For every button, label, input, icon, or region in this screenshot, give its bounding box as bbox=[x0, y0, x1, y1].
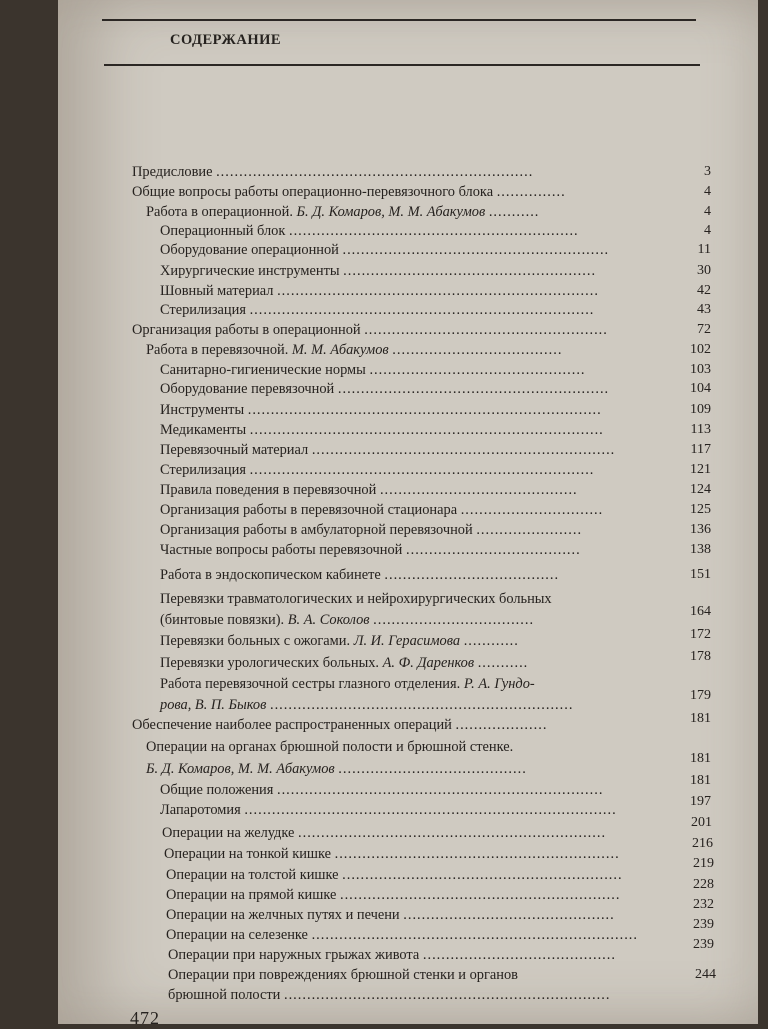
toc-leader: ....................... bbox=[476, 522, 583, 538]
toc-entry-title: Операции при наружных грыжах живота bbox=[168, 947, 420, 963]
toc-entry-title: Шовный материал bbox=[160, 283, 274, 299]
toc-page-number: 239 bbox=[693, 937, 714, 952]
toc-page-number: 181 bbox=[690, 751, 711, 766]
toc-entry bbox=[160, 401, 602, 419]
toc-entry-title: Операции на прямой кишке bbox=[166, 887, 337, 903]
toc-leader: ........................................................... bbox=[337, 381, 610, 397]
toc-entry-title: Общие положения bbox=[160, 782, 274, 798]
toc-entry-title: Перевязки больных с ожогами. bbox=[160, 633, 351, 649]
toc-entry-continuation bbox=[160, 696, 573, 714]
toc-leader: ........... bbox=[477, 655, 529, 671]
toc-entry bbox=[168, 946, 616, 964]
toc-entry bbox=[132, 183, 566, 201]
toc-entry-title: Операции на органах брюшной полости и брюшной стенке. bbox=[146, 739, 514, 755]
toc-entry-author: А. Ф. Даренков bbox=[382, 655, 475, 671]
toc-entry bbox=[166, 906, 615, 924]
toc-entry-title: Перевязочный материал bbox=[160, 442, 309, 458]
toc-leader: ........... bbox=[488, 204, 540, 220]
toc-entry bbox=[166, 886, 620, 904]
toc-page-number: 4 bbox=[704, 223, 711, 238]
toc-page-number: 4 bbox=[704, 184, 711, 199]
toc-entry bbox=[168, 966, 518, 984]
toc-entry-title: Операции на желчных путях и печени bbox=[166, 907, 400, 923]
toc-leader: ....................................................... bbox=[343, 263, 597, 279]
toc-leader: .......................................... bbox=[422, 947, 616, 963]
toc-page-number: 172 bbox=[690, 627, 711, 642]
toc-entry bbox=[160, 441, 615, 459]
toc-entry-title: Операции на тонкой кишке bbox=[164, 846, 331, 862]
toc-entry-title: Операции на толстой кишке bbox=[166, 867, 339, 883]
toc-entry bbox=[160, 380, 609, 398]
toc-leader: ..................................................... bbox=[364, 322, 608, 338]
toc-page-number: 103 bbox=[690, 362, 711, 377]
toc-leader: ..................................... bbox=[392, 342, 563, 358]
toc-entry bbox=[160, 222, 579, 240]
toc-entry-title: Перевязки урологических больных. bbox=[160, 655, 380, 671]
toc-leader: ............... bbox=[496, 184, 566, 200]
toc-leader: ....................................................................... bbox=[311, 927, 638, 943]
toc-page-number: 136 bbox=[690, 522, 711, 537]
toc-leader: ....................................................................... bbox=[276, 782, 604, 798]
toc-entry-title: Организация работы в амбулаторной перевязочной bbox=[160, 522, 473, 538]
toc-page-number: 109 bbox=[690, 402, 711, 417]
toc-entry bbox=[164, 845, 620, 863]
toc-page-number: 102 bbox=[690, 342, 711, 357]
toc-leader: .................... bbox=[455, 717, 548, 733]
toc-entry-title: Операции на селезенке bbox=[166, 927, 308, 943]
toc-entry-title: Хирургические инструменты bbox=[160, 263, 340, 279]
toc-entry-title: Оборудование перевязочной bbox=[160, 381, 335, 397]
toc-entry-title: Работа в эндоскопическом кабинете bbox=[160, 567, 381, 583]
toc-entry-author: Р. А. Гундо- bbox=[463, 676, 535, 692]
toc-page-number: 151 bbox=[690, 567, 711, 582]
toc-entry-title: Медикаменты bbox=[160, 422, 247, 438]
toc-entry bbox=[160, 501, 603, 519]
toc-page-number: 239 bbox=[693, 917, 714, 932]
toc-entry-title: Операционный блок bbox=[160, 223, 286, 239]
toc-entry-title: Операции при повреждениях брюшной стенки и органов bbox=[168, 967, 518, 983]
toc-leader: ............................................................................. bbox=[249, 422, 604, 438]
toc-entry-title: Организация работы в перевязочной стационара bbox=[160, 502, 458, 518]
toc-leader: ............................................................. bbox=[342, 867, 623, 883]
toc-page-number: 216 bbox=[692, 836, 713, 851]
toc-entry-title-cont: (бинтовые повязки). bbox=[160, 612, 285, 628]
toc-entry-title: Общие вопросы работы операционно-перевязочного блока bbox=[132, 184, 494, 200]
toc-page-number: 178 bbox=[690, 649, 711, 664]
toc-page-number: 121 bbox=[690, 462, 711, 477]
toc-entry bbox=[166, 926, 638, 944]
toc-page-number: 125 bbox=[690, 502, 711, 517]
toc-page-number: 244 bbox=[695, 967, 716, 982]
toc-leader: .......................................................... bbox=[342, 242, 610, 258]
toc-entry bbox=[160, 590, 552, 608]
toc-page-number: 30 bbox=[697, 263, 711, 278]
toc-entry-title: Правила поведения в перевязочной bbox=[160, 482, 377, 498]
toc-entry bbox=[160, 301, 594, 319]
toc-page-number: 104 bbox=[690, 381, 711, 396]
toc-page-number: 164 bbox=[690, 604, 711, 619]
toc-leader: ............................................................. bbox=[339, 887, 621, 903]
toc-entry-author: В. А. Соколов bbox=[287, 612, 370, 628]
toc-page-number: 4 bbox=[704, 204, 711, 219]
toc-page-number: 43 bbox=[697, 302, 711, 317]
toc-entry-title: Работа в операционной. bbox=[146, 204, 293, 220]
toc-entry bbox=[160, 262, 596, 280]
toc-page-number: 42 bbox=[697, 283, 711, 298]
toc-entry-author: Б. Д. Комаров, М. М. Абакумов bbox=[296, 204, 486, 220]
toc-page-number: 124 bbox=[690, 482, 711, 497]
toc-leader: .............................................................. bbox=[334, 846, 620, 862]
toc-page-number: 219 bbox=[693, 856, 714, 871]
toc-entry bbox=[160, 654, 528, 672]
toc-page-number: 138 bbox=[690, 542, 711, 557]
toc-leader: ...................................... bbox=[384, 567, 560, 583]
toc-entry bbox=[132, 321, 608, 339]
toc-entry-title: Перевязки травматологических и нейрохирургических больных bbox=[160, 591, 552, 607]
toc-leader: ........................................................................... bbox=[249, 302, 595, 318]
toc-leader: ............................................................................. bbox=[247, 402, 602, 418]
toc-entry-title: Обеспечение наиболее распространенных операций bbox=[132, 717, 452, 733]
toc-entry bbox=[166, 866, 623, 884]
toc-entry-title: Предисловие bbox=[132, 164, 213, 180]
toc-page-number: 181 bbox=[690, 773, 711, 788]
toc-leader: ....................................................................... bbox=[283, 987, 611, 1003]
toc-entry-title: Стерилизация bbox=[160, 462, 246, 478]
toc-entry bbox=[146, 203, 539, 221]
toc-entry-continuation bbox=[168, 986, 610, 1004]
page-title: СОДЕРЖАНИЕ bbox=[170, 32, 282, 48]
toc-page-number: 232 bbox=[693, 897, 714, 912]
toc-entry-title-cont: брюшной полости bbox=[168, 987, 281, 1003]
toc-page-number: 72 bbox=[697, 322, 711, 337]
toc-page-number: 179 bbox=[690, 688, 711, 703]
toc-entry-title: Работа перевязочной сестры глазного отделения. bbox=[160, 676, 461, 692]
toc-leader: ........................................... bbox=[379, 482, 578, 498]
toc-entry bbox=[132, 716, 547, 734]
toc-page-number: 117 bbox=[690, 442, 711, 457]
toc-entry bbox=[160, 421, 604, 439]
toc-entry bbox=[160, 461, 594, 479]
toc-entry bbox=[160, 781, 603, 799]
toc-leader: ............................... bbox=[460, 502, 604, 518]
toc-leader: ................................................................... bbox=[298, 825, 607, 841]
toc-entry-title: Санитарно-гигиенические нормы bbox=[160, 362, 366, 378]
toc-leader: .................................................................. bbox=[311, 442, 616, 458]
toc-entry bbox=[160, 241, 609, 259]
toc-entry-author-cont: рова, В. П. Быков bbox=[160, 697, 267, 713]
toc-entry-title: Оборудование операционной bbox=[160, 242, 339, 258]
toc-page-number: 113 bbox=[690, 422, 711, 437]
toc-entry-title: Стерилизация bbox=[160, 302, 246, 318]
toc-entry bbox=[160, 566, 559, 584]
toc-entry bbox=[160, 282, 599, 300]
toc-entry-author-cont: Б. Д. Комаров, М. М. Абакумов bbox=[146, 761, 335, 777]
toc-page-number: 11 bbox=[697, 242, 711, 257]
toc-page-number: 197 bbox=[690, 794, 711, 809]
toc-entry bbox=[160, 481, 578, 499]
toc-entry-title: Инструменты bbox=[160, 402, 245, 418]
toc-leader: .................................................................. bbox=[269, 697, 574, 713]
toc-entry-title: Лапаротомия bbox=[160, 802, 241, 818]
toc-entry-continuation bbox=[160, 611, 534, 629]
toc-entry bbox=[146, 738, 513, 756]
toc-entry bbox=[160, 541, 581, 559]
toc-leader: .............................................. bbox=[403, 907, 615, 923]
toc-entry bbox=[132, 163, 533, 181]
toc-entry-title: Частные вопросы работы перевязочной bbox=[160, 542, 403, 558]
toc-leader: ...................................... bbox=[406, 542, 581, 558]
toc-page-number: 201 bbox=[691, 815, 712, 830]
toc-entry bbox=[160, 521, 582, 539]
toc-leader: ........................................................................... bbox=[249, 462, 595, 478]
toc-entry-author: М. М. Абакумов bbox=[291, 342, 389, 358]
toc-leader: ...................................................................... bbox=[277, 283, 599, 299]
toc-entry-title: Организация работы в операционной bbox=[132, 322, 361, 338]
toc-entry-continuation bbox=[146, 760, 527, 778]
toc-entry-author: Л. И. Герасимова bbox=[353, 633, 461, 649]
toc-leader: ............ bbox=[463, 633, 519, 649]
toc-leader: ..................................................................... bbox=[216, 164, 534, 180]
toc-page-number: 181 bbox=[690, 711, 711, 726]
toc-entry-title: Работа в перевязочной. bbox=[146, 342, 289, 358]
toc-leader: ............................................................... bbox=[288, 223, 579, 239]
page-folio: 472 bbox=[130, 1008, 160, 1028]
toc-page-number: 228 bbox=[693, 877, 714, 892]
toc-entry bbox=[160, 675, 535, 693]
toc-page-number: 3 bbox=[704, 164, 711, 179]
toc-leader: ............................................... bbox=[369, 362, 586, 378]
toc-entry bbox=[146, 341, 562, 359]
toc-entry bbox=[160, 361, 586, 379]
toc-leader: ......................................... bbox=[338, 761, 527, 777]
toc-entry bbox=[160, 632, 519, 650]
toc-leader: ................................................................................. bbox=[244, 802, 617, 818]
toc-entry bbox=[162, 824, 606, 842]
toc-entry-title: Операции на желудке bbox=[162, 825, 295, 841]
toc-leader: ................................... bbox=[373, 612, 535, 628]
toc-entry bbox=[160, 801, 617, 819]
